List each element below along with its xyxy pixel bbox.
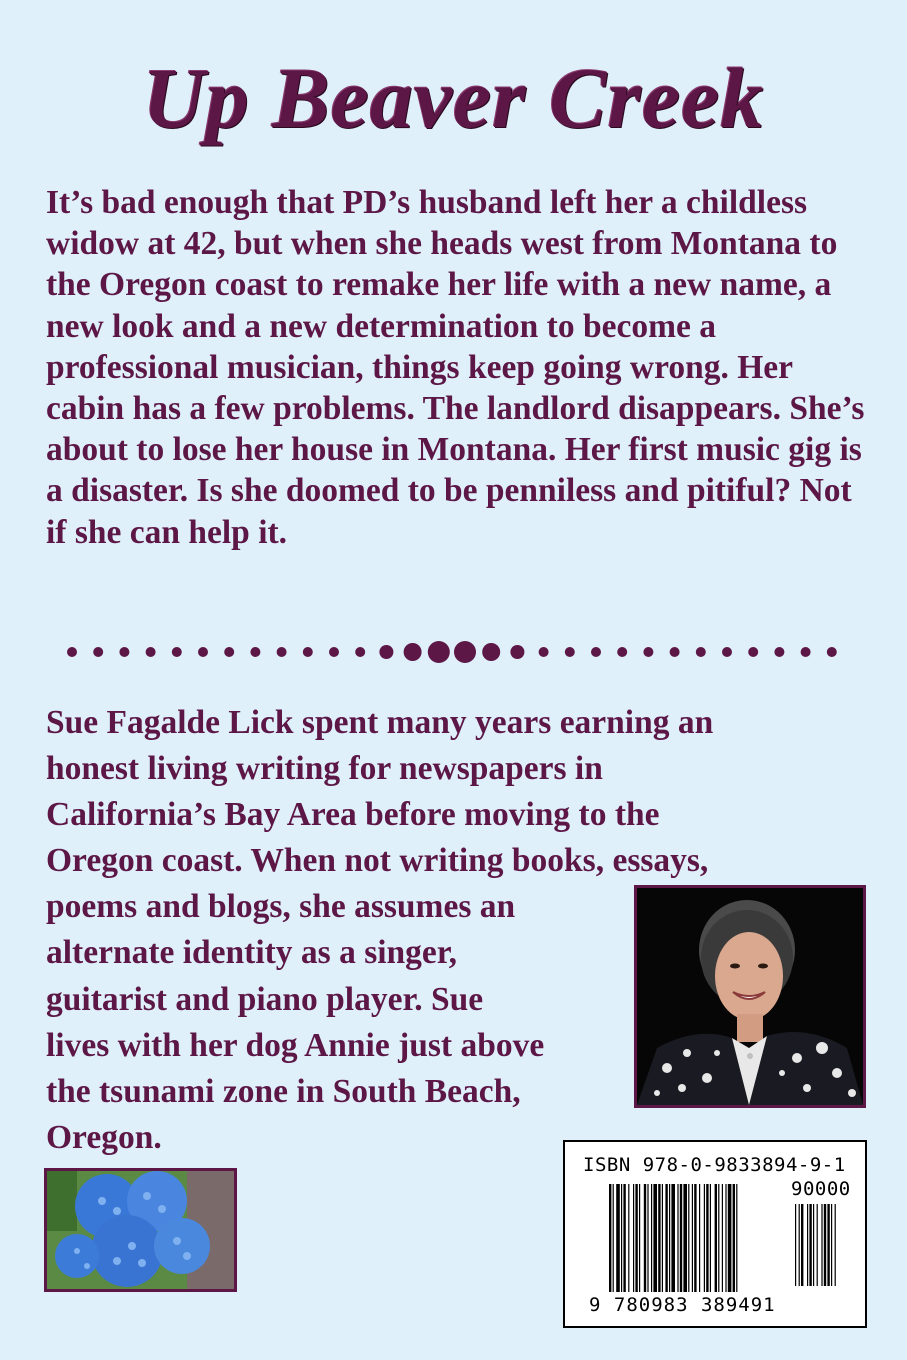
barcode-bar bbox=[718, 1184, 719, 1292]
barcode-bar bbox=[633, 1184, 634, 1292]
barcode-bars bbox=[609, 1184, 789, 1294]
barcode-bar bbox=[613, 1184, 614, 1292]
barcode-bar bbox=[669, 1184, 670, 1292]
price-barcode-bar bbox=[795, 1204, 796, 1286]
barcode-bar bbox=[699, 1184, 700, 1292]
price-barcode-bar bbox=[809, 1204, 811, 1286]
divider-dot bbox=[565, 647, 575, 657]
price-barcode-bar bbox=[801, 1204, 803, 1286]
barcode-bar bbox=[621, 1184, 622, 1292]
price-barcode-bar bbox=[817, 1204, 818, 1286]
author-photo bbox=[634, 885, 866, 1108]
barcode-bar bbox=[609, 1184, 611, 1292]
barcode-bar bbox=[722, 1184, 723, 1292]
bio-line: Oregon coast. When not writing books, essays, bbox=[46, 842, 709, 880]
price-code: 90000 bbox=[791, 1178, 851, 1200]
bio-line: poems and blogs, she assumes an bbox=[46, 888, 516, 926]
divider-dot bbox=[404, 643, 422, 661]
hydrangea-photo bbox=[44, 1168, 237, 1292]
barcode-bar bbox=[616, 1184, 620, 1292]
barcode-bar bbox=[733, 1184, 735, 1292]
price-barcode-bar bbox=[807, 1204, 808, 1286]
bio-line: Sue Fagalde Lick spent many years earning an bbox=[46, 704, 714, 741]
price-barcode-bar bbox=[835, 1204, 836, 1286]
divider-dot bbox=[119, 647, 129, 657]
divider-dot bbox=[827, 647, 837, 657]
barcode-bar bbox=[635, 1184, 637, 1292]
barcode-bar bbox=[671, 1184, 675, 1292]
price-barcode-bars bbox=[795, 1204, 855, 1286]
divider-dot bbox=[748, 647, 758, 657]
divider-dot bbox=[801, 647, 811, 657]
divider-dot bbox=[670, 647, 680, 657]
barcode-bar bbox=[715, 1184, 717, 1292]
barcode-bar bbox=[680, 1184, 682, 1292]
divider-dot bbox=[510, 645, 524, 659]
barcode-bar bbox=[710, 1184, 711, 1292]
divider-dot bbox=[482, 643, 500, 661]
barcode-bar bbox=[725, 1184, 726, 1292]
barcode-bar bbox=[704, 1184, 705, 1292]
barcode-bar bbox=[628, 1184, 629, 1292]
divider-dot bbox=[591, 647, 601, 657]
barcode-bar bbox=[647, 1184, 648, 1292]
barcode-bar bbox=[623, 1184, 625, 1292]
divider-dot bbox=[67, 647, 77, 657]
divider-dot bbox=[428, 641, 450, 663]
divider-dot bbox=[146, 647, 156, 657]
bio-line: honest living writing for newspapers in bbox=[46, 750, 603, 788]
divider-dot bbox=[198, 647, 208, 657]
divider-dot bbox=[379, 645, 393, 659]
price-barcode-bar bbox=[799, 1204, 800, 1286]
divider-dot bbox=[277, 647, 287, 657]
barcode-bar bbox=[658, 1184, 660, 1292]
divider-dot bbox=[329, 647, 339, 657]
price-barcode-bar bbox=[827, 1204, 829, 1286]
barcode-bar bbox=[683, 1184, 687, 1292]
bio-line: Oregon. bbox=[46, 1118, 162, 1156]
barcode-bar bbox=[736, 1184, 737, 1292]
price-barcode-bar bbox=[821, 1204, 822, 1286]
isbn-label: ISBN 978-0-9833894-9-1 bbox=[583, 1154, 846, 1176]
divider-dot bbox=[643, 647, 653, 657]
barcode-bar bbox=[688, 1184, 689, 1292]
book-title: Up Beaver Creek bbox=[142, 50, 765, 146]
divider-dot bbox=[617, 647, 627, 657]
bio-line: alternate identity as a singer, bbox=[46, 934, 457, 972]
dot-divider bbox=[62, 637, 842, 667]
barcode-bar bbox=[706, 1184, 708, 1292]
barcode-bar bbox=[677, 1184, 678, 1292]
price-barcode-bar bbox=[824, 1204, 826, 1286]
divider-dot bbox=[250, 647, 260, 657]
bio-line: lives with her dog Annie just above bbox=[46, 1026, 545, 1064]
divider-dot bbox=[539, 647, 549, 657]
divider-dot bbox=[722, 647, 732, 657]
bio-line: the tsunami zone in South Beach, bbox=[46, 1072, 521, 1110]
ean-digits: 9 780983 389491 bbox=[589, 1294, 776, 1316]
barcode-bar bbox=[644, 1184, 646, 1292]
divider-dot bbox=[224, 647, 234, 657]
divider-dot bbox=[303, 647, 313, 657]
divider-dot bbox=[172, 647, 182, 657]
bio-line: guitarist and piano player. Sue bbox=[46, 980, 484, 1018]
divider-dot bbox=[355, 647, 365, 657]
isbn-barcode bbox=[563, 1140, 867, 1328]
book-blurb: It’s bad enough that PD’s husband left her a childless widow at 42, but when she heads west from Montana to the Oregon coast to remake her life with a new name, a new look and a new determination to become a professional musician, things keep going wrong. Her cabin has a few problems. The landlord disappears. She’s about to lose her house in Montana. Her first music gig is a disaster. Is she doomed to be penniless and pitiful? Not if she can help it. bbox=[46, 184, 865, 551]
divider-dot bbox=[454, 641, 476, 663]
barcode-bar bbox=[662, 1184, 663, 1292]
barcode-bar bbox=[692, 1184, 693, 1292]
divider-dot bbox=[93, 647, 103, 657]
price-barcode-bar bbox=[831, 1204, 832, 1286]
price-barcode-bar bbox=[813, 1204, 814, 1286]
barcode-bar bbox=[651, 1184, 652, 1292]
barcode-bar bbox=[728, 1184, 732, 1292]
divider-dot bbox=[696, 647, 706, 657]
divider-dot bbox=[774, 647, 784, 657]
barcode-bar bbox=[639, 1184, 640, 1292]
barcode-bar bbox=[694, 1184, 696, 1292]
barcode-bar bbox=[665, 1184, 667, 1292]
bio-line: California’s Bay Area before moving to the bbox=[46, 796, 660, 834]
barcode-bar bbox=[653, 1184, 657, 1292]
